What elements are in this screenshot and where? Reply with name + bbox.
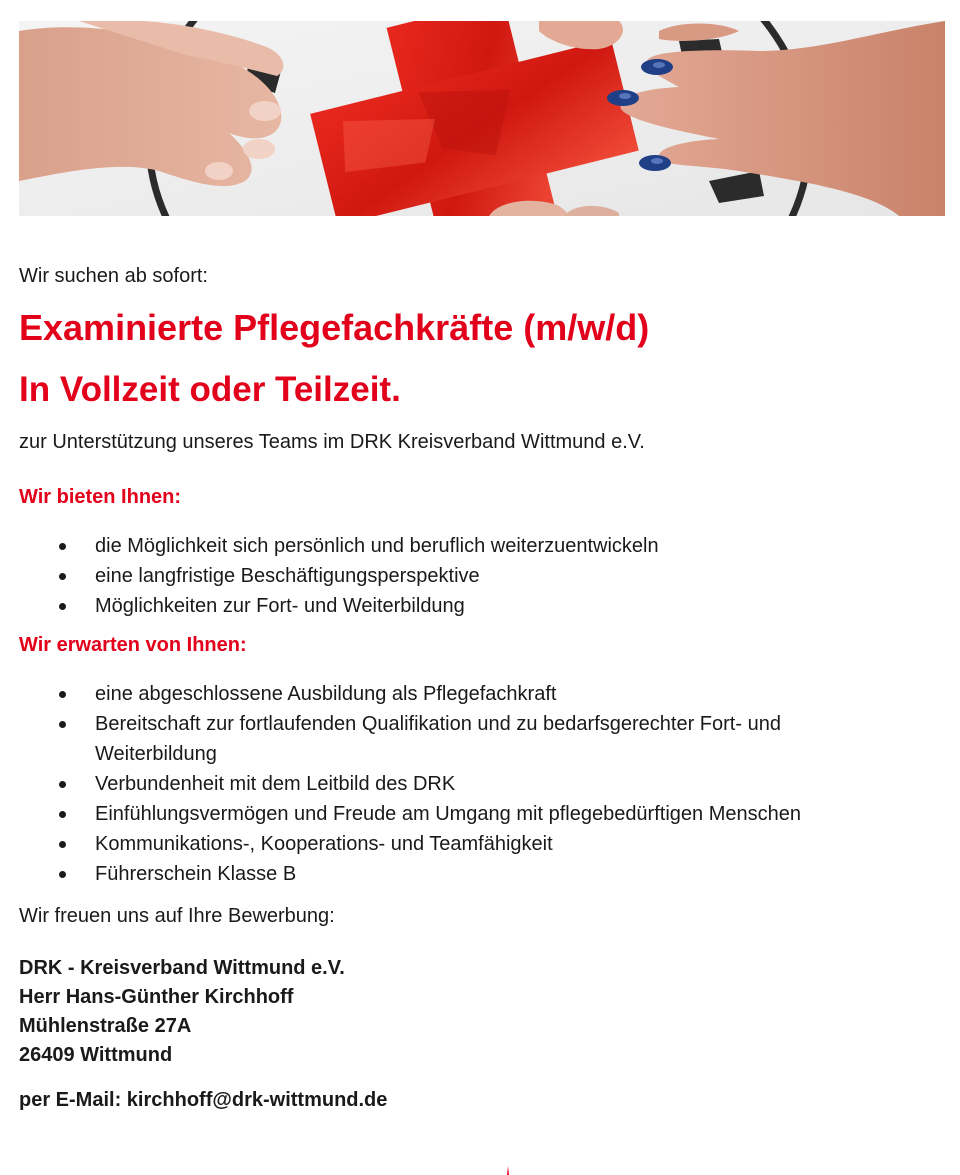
bullet-icon xyxy=(59,811,66,818)
bullet-icon xyxy=(59,543,66,550)
bullet-icon xyxy=(59,781,66,788)
job-ad-content xyxy=(19,262,939,1114)
job-title: Examinierte Pflegefachkräfte (m/w/d) xyxy=(19,307,650,348)
bullet-icon xyxy=(59,691,66,698)
list-item: Bereitschaft zur fortlaufenden Qualifikation und zu bedarfsgerechter Fort- und xyxy=(19,709,939,739)
support-text: zur Unterstützung unseres Teams im DRK Kreisverband Wittmund e.V. xyxy=(19,431,645,453)
list-item: eine langfristige Beschäftigungsperspektive xyxy=(19,561,939,591)
bullet-icon xyxy=(59,871,66,878)
expect-heading: Wir erwarten von Ihnen: xyxy=(19,634,247,656)
red-cross-hands-image xyxy=(19,21,945,216)
bullet-icon xyxy=(59,841,66,848)
address-person: Herr Hans-Günther Kirchhoff xyxy=(19,986,294,1008)
bullet-icon xyxy=(59,603,66,610)
list-item: Führerschein Klasse B xyxy=(19,859,939,889)
list-item: Kommunikations-, Kooperations- und Teamfähigkeit xyxy=(19,829,939,859)
list-item: eine abgeschlossene Ausbildung als Pflegefachkraft xyxy=(19,679,939,709)
contact-address xyxy=(19,954,939,1070)
banner-image xyxy=(19,21,945,216)
closing-text: Wir freuen uns auf Ihre Bewerbung: xyxy=(19,905,335,927)
list-item: die Möglichkeit sich persönlich und beruflich weiterzuentwickeln xyxy=(19,531,939,561)
bullet-icon xyxy=(59,721,66,728)
offer-heading: Wir bieten Ihnen: xyxy=(19,486,182,508)
list-item: Verbundenheit mit dem Leitbild des DRK xyxy=(19,769,939,799)
address-org: DRK - Kreisverband Wittmund e.V. xyxy=(19,957,345,979)
expect-list xyxy=(19,679,939,889)
offer-list xyxy=(19,531,939,621)
job-subtitle: In Vollzeit oder Teilzeit. xyxy=(19,370,401,409)
address-street: Mühlenstraße 27A xyxy=(19,1015,192,1037)
list-item: Möglichkeiten zur Fort- und Weiterbildung xyxy=(19,591,939,621)
bullet-icon xyxy=(59,573,66,580)
list-item-continuation: Weiterbildung xyxy=(95,743,217,765)
contact-email[interactable]: per E-Mail: kirchhoff@drk-wittmund.de xyxy=(19,1089,388,1111)
list-item: Einfühlungsvermögen und Freude am Umgang mit pflegebedürftigen Menschen xyxy=(19,799,939,829)
red-mark-icon xyxy=(504,1166,512,1175)
intro-text: Wir suchen ab sofort: xyxy=(19,265,208,287)
address-city: 26409 Wittmund xyxy=(19,1044,173,1066)
